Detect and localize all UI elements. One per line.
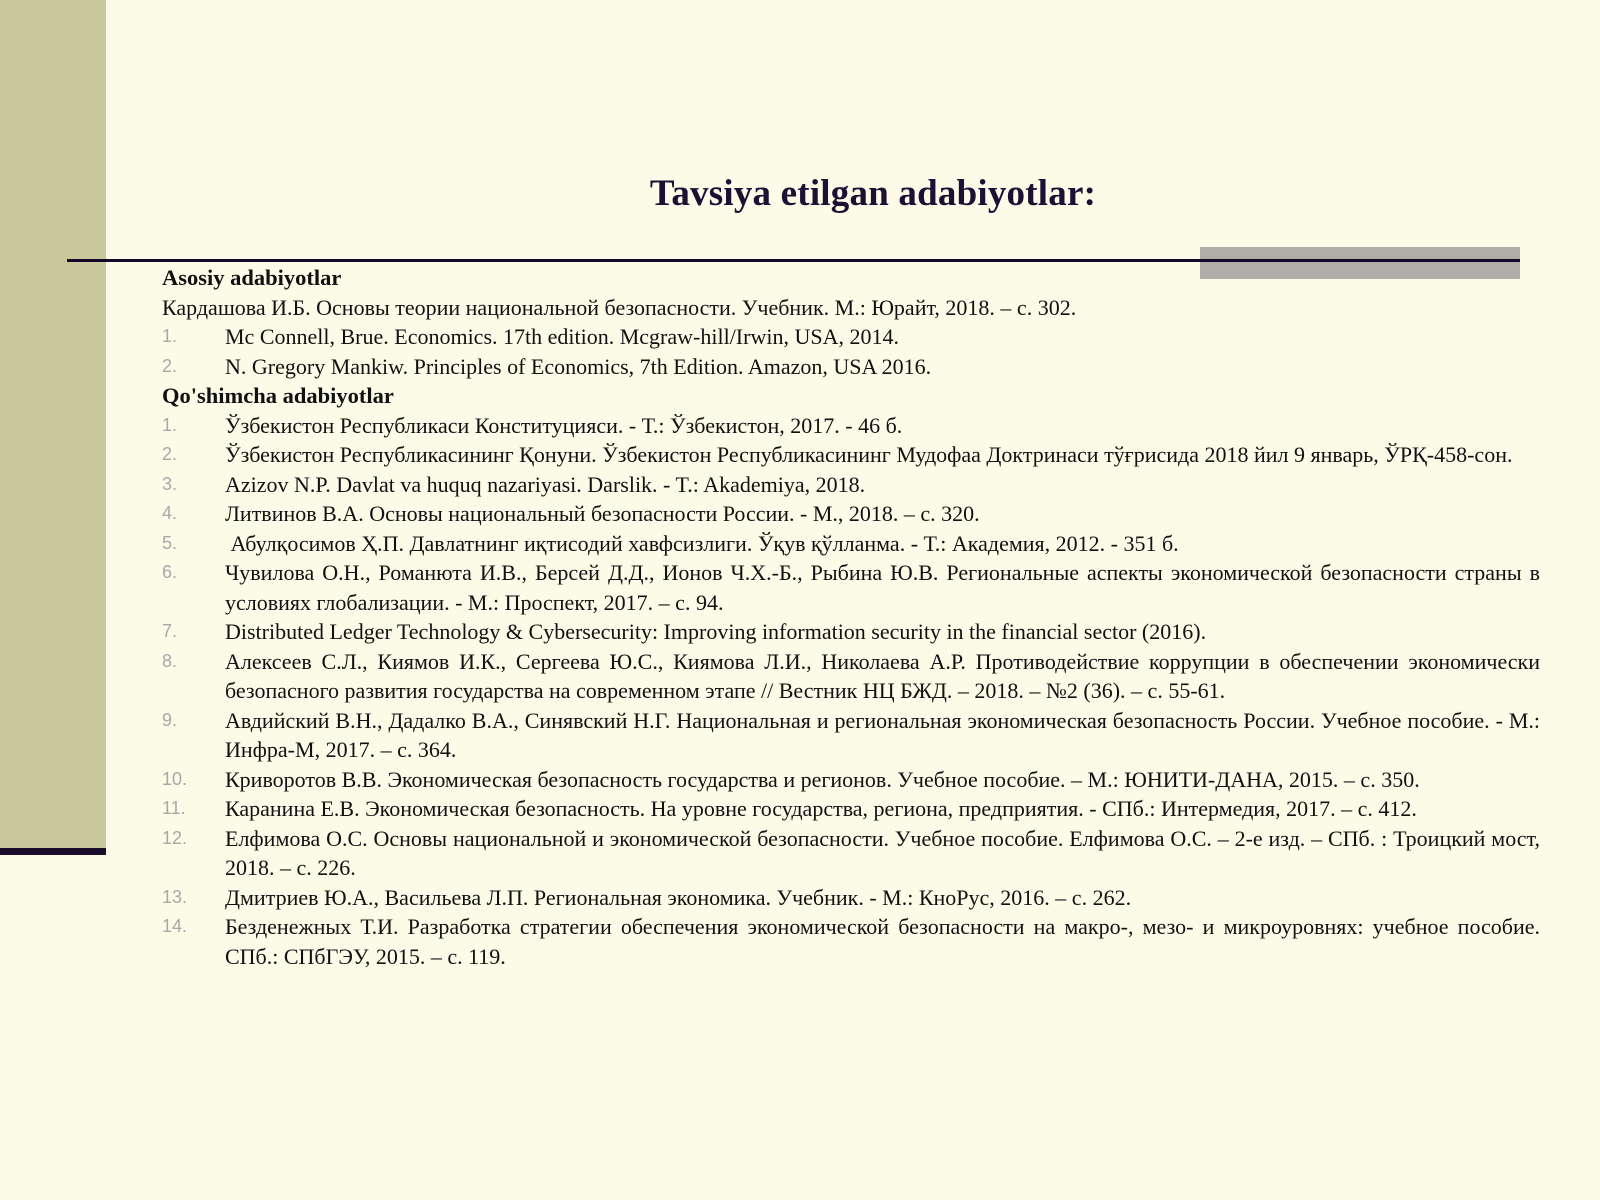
list-item <box>162 883 1540 913</box>
list-number: 2. <box>162 355 178 376</box>
list-item <box>162 765 1540 795</box>
list-number: 4. <box>162 503 178 523</box>
list-text: Distributed Ledger Technology & Cybersecurity: Improving information security in the financial sector (2016). <box>225 619 1207 644</box>
list-number: 5. <box>162 532 178 553</box>
list-item <box>162 558 1540 617</box>
list-text: Ўзбекистон Республикаси Конституцияси. - Т.: Ўзбекистон, 2017. - 46 б. <box>225 412 903 438</box>
additional-literature-list <box>162 411 1540 972</box>
main-literature-intro: Кардашова И.Б. Основы теории национальной безопасности. Учебник. М.: Юрайт, 2018. – с. 302. <box>162 294 1077 320</box>
list-item <box>162 647 1540 706</box>
list-item <box>162 352 1540 382</box>
list-text: N. Gregory Mankiw. Principles of Economics, 7th Edition. Amazon, USA 2016. <box>225 353 932 379</box>
additional-literature-heading: Qo'shimcha adabiyotlar <box>162 383 394 408</box>
list-item <box>162 794 1540 824</box>
left-accent-bar <box>0 0 106 848</box>
list-text: Безденежных Т.И. Разработка стратегии обеспечения экономической безопасности на макро-, мезо- и микроуровнях: учебное пособие. СПб.: СПбГЭУ, 2015. – с. 119. <box>225 914 1540 969</box>
list-item <box>162 322 1540 352</box>
list-number: 8. <box>162 650 178 671</box>
main-literature-heading: Asosiy adabiyotlar <box>162 265 342 290</box>
list-number: 14. <box>162 916 188 936</box>
list-number: 12. <box>162 827 188 848</box>
list-item <box>162 706 1540 765</box>
list-text: Криворотов В.В. Экономическая безопасность государства и регионов. Учебное пособие. – М.: ЮНИТИ-ДАНА, 2015. – с. 350. <box>225 766 1420 792</box>
title-divider <box>67 259 1520 262</box>
list-text: Дмитриев Ю.А., Васильева Л.П. Региональная экономика. Учебник. - М.: КноРус, 2016. – с. 262. <box>225 884 1132 910</box>
list-text: Авдийский В.Н., Дадалко В.А., Синявский Н.Г. Национальная и региональная экономическая безопасность России. Учебное пособие. - М.: Инфра-М, 2017. – с. 364. <box>225 707 1540 762</box>
list-number: 1. <box>162 414 178 435</box>
list-number: 7. <box>162 621 178 641</box>
list-number: 2. <box>162 444 178 464</box>
list-text: Алексеев С.Л., Киямов И.К., Сергеева Ю.С., Киямова Л.И., Николаева А.Р. Противодействие коррупции в обеспечении экономически безопасного развития государства на современном этапе // Вестник НЦ БЖД. – 2018. – №2 (36). – с. 55-61. <box>225 648 1540 703</box>
list-number: 6. <box>162 562 178 582</box>
list-text: Ўзбекистон Республикасининг Қонуни. Ўзбекистон Республикасининг Мудофаа Доктринаси тўғрисида 2018 йил 9 январь, ЎРҚ-458-сон. <box>225 442 1513 467</box>
list-item <box>162 440 1540 470</box>
list-item <box>162 529 1540 559</box>
list-item <box>162 411 1540 441</box>
list-item <box>162 912 1540 971</box>
list-number: 3. <box>162 473 178 494</box>
slide-body <box>162 263 1540 971</box>
list-text: Каранина Е.В. Экономическая безопасность. На уровне государства, региона, предприятия. - СПб.: Интермедия, 2017. – с. 412. <box>225 796 1417 821</box>
main-literature-list <box>162 322 1540 381</box>
list-number: 1. <box>162 326 178 346</box>
list-text: Литвинов В.А. Основы национальный безопасности России. - М., 2018. – с. 320. <box>225 501 980 526</box>
list-item <box>162 470 1540 500</box>
list-text: Абулқосимов Ҳ.П. Давлатнинг иқтисодий хавфсизлиги. Ўқув қўлланма. - Т.: Академия, 2012. - 351 б. <box>225 530 1179 556</box>
list-item <box>162 824 1540 883</box>
left-accent-underline <box>0 848 106 855</box>
list-item <box>162 617 1540 647</box>
list-text: Azizov N.P. Davlat va huquq nazariyasi. Darslik. - T.: Akademiya, 2018. <box>225 471 866 497</box>
list-number: 10. <box>162 768 188 789</box>
list-item <box>162 499 1540 529</box>
list-number: 11. <box>162 798 186 818</box>
list-number: 13. <box>162 886 188 907</box>
slide-title: Tavsiya etilgan adabiyotlar: <box>649 173 1097 214</box>
list-text: Чувилова О.Н., Романюта И.В., Берсей Д.Д., Ионов Ч.Х.-Б., Рыбина Ю.В. Региональные аспекты экономической безопасности страны в условиях глобализации. - М.: Проспект, 2017. – с. 94. <box>225 560 1540 615</box>
list-text: Mc Connell, Brue. Economics. 17th edition. Mcgraw-hill/Irwin, USA, 2014. <box>225 324 899 349</box>
list-number: 9. <box>162 709 178 730</box>
list-text: Елфимова О.С. Основы национальной и экономической безопасности. Учебное пособие. Елфимова О.С. – 2-е изд. – СПб. : Троицкий мост, 2018. – с. 226. <box>225 825 1540 880</box>
